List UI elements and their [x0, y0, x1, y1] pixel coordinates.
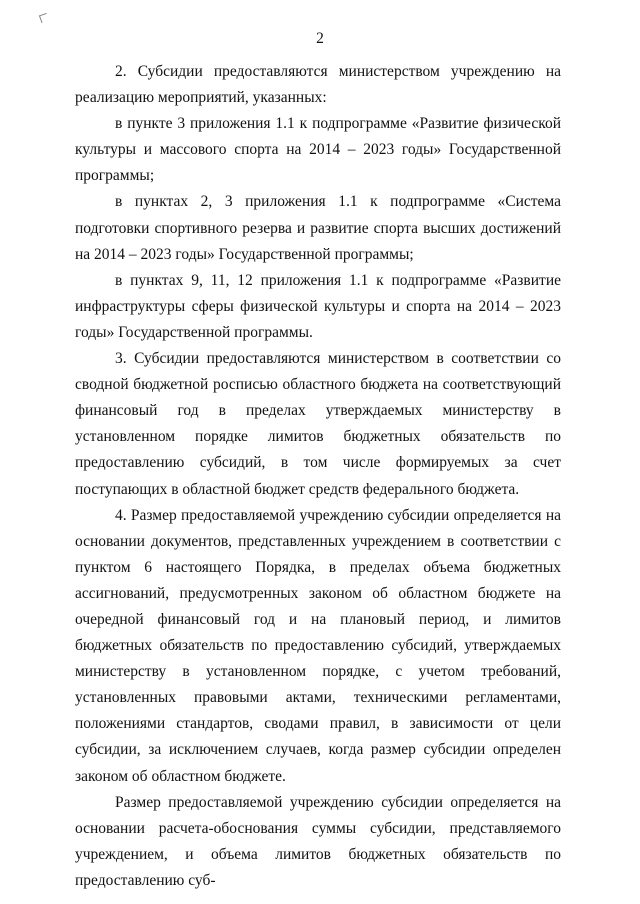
paragraph-2-item-3: в пунктах 9, 11, 12 приложения 1.1 к подпрограмме «Развитие инфраструктуры сферы физической культуры и спорта на 2014 – 2023 годы» Государственной программы. — [75, 271, 561, 341]
page-number: 2 — [316, 30, 324, 47]
paragraph-2-item-1: в пункте 3 приложения 1.1 к подпрограмме «Развитие физической культуры и массового спорта на 2014 – 2023 годы» Государственной программы; — [75, 115, 561, 185]
paragraph-3: 3. Субсидии предоставляются министерством в соответствии со сводной бюджетной росписью областного бюджета на соответствующий финансовый год в пределах утверждаемых министерству в установленном порядке лимитов бюджетных обязательств по предоставлению субсидий, в том числе формируемых за счет поступающих в областной бюджет средств федерального бюджета. — [75, 350, 561, 498]
paragraph-4: 4. Размер предоставляемой учреждению субсидии определяется на основании документов, представленных учреждением в соответствии с пунктом 6 настоящего Порядка, в пределах объема бюджетных ассигнований, предусмотренных законом об областном бюджете на очередной финансовый год и на плановый период, и лимитов бюджетных обязательств по предоставлению субсидий, утверждаемых министерству в установленном порядке, с учетом требований, установленных правовыми актами, техническими регламентами, положениями стандартов, сводами правил, в зависимости от цели субсидии, за исключением случаев, когда размер субсидии определен законом об областном бюджете. — [75, 506, 561, 785]
paragraph-2: 2. Субсидии предоставляются министерством учреждению на реализацию мероприятий, указанных: — [75, 63, 561, 107]
paragraph-4-continued: Размер предоставляемой учреждению субсидии определяется на основании расчета-обоснования суммы субсидии, представляемого учреждением, и объема лимитов бюджетных обязательств по предоставлению суб- — [75, 793, 561, 889]
document-body — [75, 59, 561, 894]
paragraph-2-item-2: в пунктах 2, 3 приложения 1.1 к подпрограмме «Система подготовки спортивного резерва и развитие спорта высших достижений на 2014 – 2023 годы» Государственной программы; — [75, 193, 561, 263]
scan-corner-mark — [39, 13, 49, 23]
